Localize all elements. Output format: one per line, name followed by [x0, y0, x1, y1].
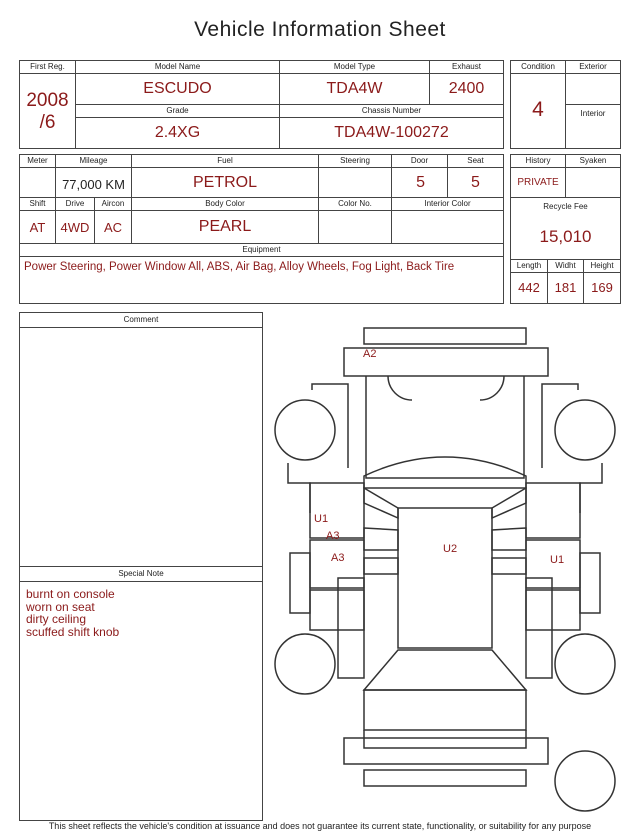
door-cell: [391, 154, 448, 198]
car-condition-diagram: [268, 318, 640, 821]
door-label: Door: [392, 155, 447, 168]
page-title: Vehicle Information Sheet: [194, 18, 446, 41]
chassis-cell: [279, 104, 504, 149]
interior-label: Interior: [580, 109, 606, 118]
damage-marker-u1-right: U1: [550, 554, 565, 566]
model-type-value: TDA4W: [326, 80, 383, 97]
width-value: 181: [554, 280, 577, 295]
special-note-box: [19, 566, 263, 821]
equipment-cell: [19, 243, 504, 304]
first-reg-month: /6: [39, 112, 56, 133]
seat-label: Seat: [448, 155, 503, 168]
seat-cell: [447, 154, 504, 198]
interior-cell: [565, 104, 621, 149]
aircon-label: Aircon: [95, 198, 131, 211]
damage-marker-a2: A2: [363, 348, 377, 360]
chassis-value: TDA4W-100272: [334, 124, 449, 141]
recycle-fee-cell: [510, 197, 621, 260]
special-note-line: scuffed shift knob: [26, 624, 120, 639]
history-value: PRIVATE: [517, 177, 559, 188]
history-label: History: [511, 155, 565, 168]
fuel-value: PETROL: [192, 174, 257, 191]
special-note-line: worn on seat: [26, 599, 95, 614]
meter-label: Meter: [20, 155, 55, 168]
model-name-value: ESCUDO: [143, 80, 212, 97]
equipment-label: Equipment: [20, 244, 503, 257]
meter-cell: [19, 154, 56, 198]
first-reg-label: First Reg.: [20, 61, 75, 74]
model-name-cell: [75, 60, 280, 105]
mileage-cell: [55, 154, 132, 198]
aircon-value: AC: [103, 220, 123, 235]
equipment-value: Power Steering, Power Window All, ABS, Air Bag, Alloy Wheels, Fog Light, Back Tire: [24, 261, 455, 273]
syaken-label: Syaken: [566, 155, 620, 168]
fuel-cell: [131, 154, 319, 198]
height-cell: [583, 259, 621, 304]
fuel-label: Fuel: [132, 155, 318, 168]
length-label: Length: [511, 260, 547, 273]
seat-value: 5: [471, 174, 480, 191]
condition-label: Condition: [511, 61, 565, 74]
mileage-value: 77,000 KM: [62, 177, 125, 192]
syaken-cell: [565, 154, 621, 198]
door-value: 5: [416, 174, 425, 191]
recycle-fee-label: Recycle Fee: [543, 202, 588, 211]
length-cell: [510, 259, 548, 304]
condition-cell: [510, 60, 566, 149]
exhaust-value: 2400: [448, 80, 485, 97]
shift-cell: [19, 197, 56, 244]
width-label: Widht: [548, 260, 583, 273]
damage-marker-u1-left: U1: [314, 513, 329, 525]
body-color-label: Body Color: [132, 198, 318, 211]
damage-marker-u2: U2: [443, 543, 458, 555]
drive-label: Drive: [56, 198, 94, 211]
grade-label: Grade: [76, 105, 279, 118]
disclaimer-footer: This sheet reflects the vehicle's condition at issuance and does not guarantee its current state, functionality, or suitability for any purpose: [48, 821, 592, 831]
history-cell: [510, 154, 566, 198]
steering-cell: [318, 154, 392, 198]
height-value: 169: [591, 280, 613, 295]
model-type-label: Model Type: [280, 61, 429, 74]
model-type-cell: [279, 60, 430, 105]
special-note-label: Special Note: [20, 567, 262, 582]
special-note-line: burnt on console: [26, 587, 115, 601]
exhaust-label: Exhaust: [430, 61, 503, 74]
interior-color-cell: [391, 197, 504, 244]
height-label: Height: [584, 260, 620, 273]
body-color-value: PEARL: [198, 218, 252, 235]
special-note-list: [20, 582, 262, 638]
shift-value: AT: [29, 220, 46, 235]
length-value: 442: [518, 280, 540, 295]
drive-value: 4WD: [60, 220, 90, 235]
damage-marker-a3-bottom: A3: [331, 552, 345, 564]
condition-value: 4: [532, 98, 544, 121]
width-cell: [547, 259, 584, 304]
exterior-cell: [565, 60, 621, 105]
steering-label: Steering: [319, 155, 391, 168]
drive-cell: [55, 197, 95, 244]
color-no-label: Color No.: [319, 198, 391, 211]
grade-value: 2.4XG: [154, 124, 201, 141]
grade-cell: [75, 104, 280, 149]
mileage-label: Mileage: [56, 155, 131, 168]
comment-label: Comment: [20, 313, 262, 328]
model-name-label: Model Name: [76, 61, 279, 74]
interior-color-label: Interior Color: [392, 198, 503, 211]
exhaust-cell: [429, 60, 504, 105]
first-reg-year: 2008: [26, 90, 69, 111]
body-color-cell: [131, 197, 319, 244]
recycle-fee-value: 15,010: [539, 227, 592, 246]
exterior-label: Exterior: [566, 61, 620, 74]
damage-marker-a3-top: A3: [326, 530, 340, 542]
chassis-label: Chassis Number: [280, 105, 503, 118]
color-no-cell: [318, 197, 392, 244]
first-reg-cell: [19, 60, 76, 149]
special-note-line: dirty ceiling: [26, 612, 87, 626]
aircon-cell: [94, 197, 132, 244]
shift-label: Shift: [20, 198, 55, 211]
